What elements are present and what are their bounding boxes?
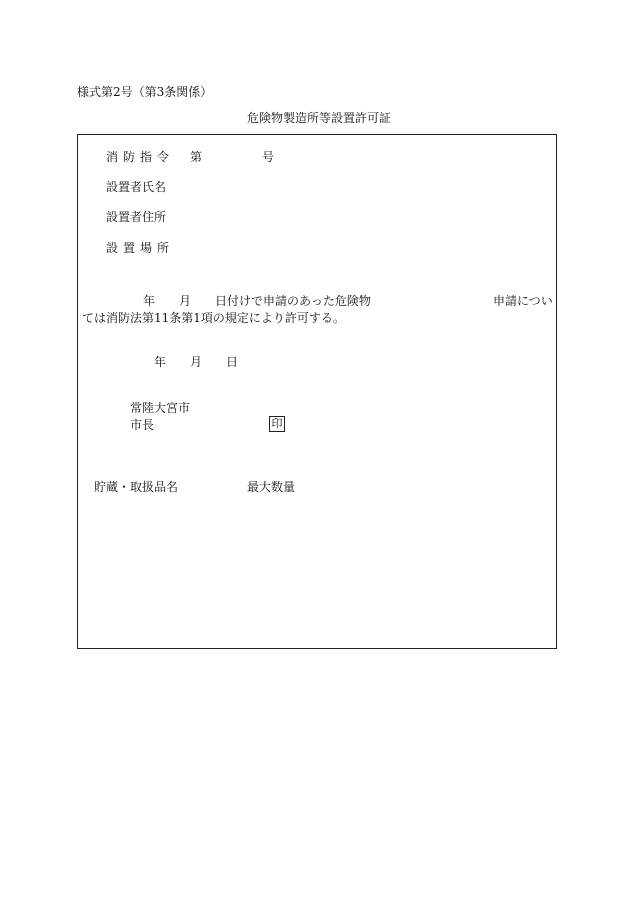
storage-quantity-label: 最大数量 [247,480,296,494]
body-month: 月 [179,294,192,308]
issue-year: 年 [154,355,167,369]
designation-dai: 第 [190,150,203,164]
form-number-label: 様式第2号（第3条関係） [77,85,213,99]
issuer-city: 常陸大宮市 [130,401,191,415]
installer-address-label: 設置者住所 [106,210,167,224]
installer-name-label: 設置者氏名 [106,180,167,194]
body-year: 年 [143,294,156,308]
issue-month: 月 [190,355,203,369]
storage-item-label: 貯蔵・取扱品名 [94,480,179,494]
issuer-mayor: 市長 [130,418,155,432]
designation-prefix: 消防指令 [106,150,175,164]
document-title: 危険物製造所等設置許可証 [247,111,392,125]
body-application-phrase: 申請につい [493,294,553,308]
body-date-phrase: 日付けで申請のあった危険物 [215,294,371,308]
location-label: 設置場所 [106,241,175,255]
seal-mark: 印 [269,416,285,432]
issue-day: 日 [226,355,239,369]
designation-go: 号 [262,150,275,164]
body-line-2: ては消防法第11条第1項の規定により許可する。 [82,311,345,325]
